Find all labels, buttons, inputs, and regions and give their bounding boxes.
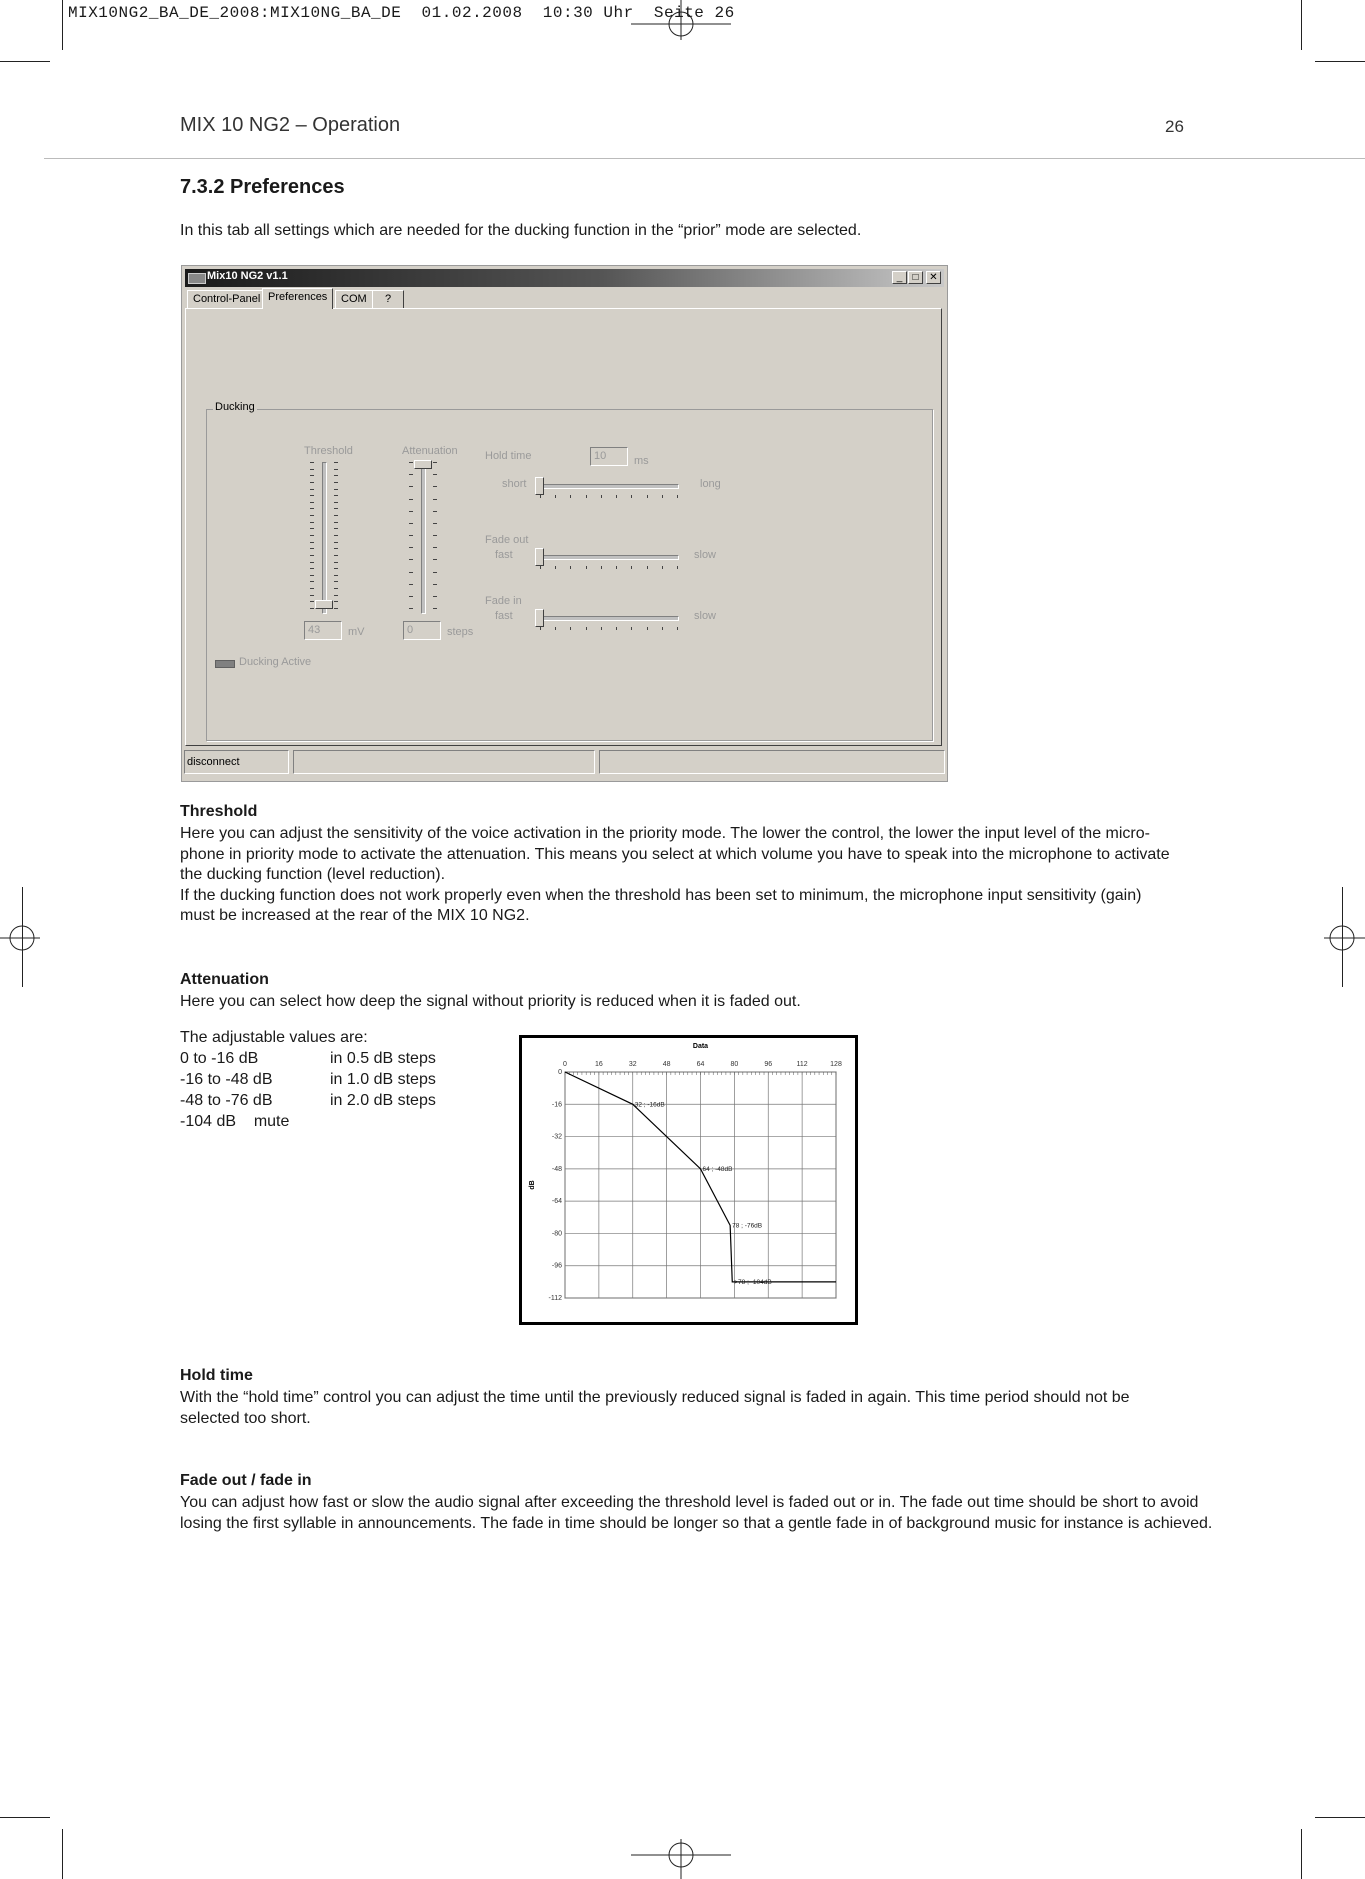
- slider-tick: [433, 584, 437, 585]
- fade-out-max-label: slow: [694, 549, 717, 561]
- slider-tick: [310, 508, 314, 509]
- slider-tick: [616, 566, 617, 569]
- attenuation-label: Attenuation: [402, 445, 458, 457]
- threshold-unit: mV: [348, 626, 365, 638]
- slider-tick: [409, 499, 413, 500]
- slider-tick: [662, 627, 663, 630]
- slider-tick: [677, 566, 678, 569]
- slider-tick: [647, 495, 648, 498]
- slider-thumb: [535, 609, 544, 627]
- x-tick-label: 32: [628, 1061, 637, 1068]
- ducking-active-indicator: [215, 660, 235, 668]
- title-bar: [185, 269, 944, 287]
- y-tick-label: -32: [551, 1133, 562, 1141]
- group-label: Ducking: [215, 401, 255, 413]
- threshold-label: Threshold: [304, 445, 353, 457]
- slider-tick: [433, 474, 437, 475]
- x-tick-label: 96: [764, 1061, 773, 1068]
- slider-tick: [631, 627, 632, 630]
- slider-tick: [334, 588, 338, 589]
- slider-tick: [310, 581, 314, 582]
- x-tick-label: 48: [662, 1061, 671, 1068]
- threshold-heading: Threshold: [180, 803, 258, 820]
- slider-tick: [310, 562, 314, 563]
- slider-tick: [409, 572, 413, 573]
- slider-tick: [334, 575, 338, 576]
- slider-tick: [310, 462, 314, 463]
- slider-tick: [601, 495, 602, 498]
- slider-tick: [616, 495, 617, 498]
- slider-tick: [601, 627, 602, 630]
- slider-tick: [334, 495, 338, 496]
- y-tick-label: -64: [551, 1198, 562, 1206]
- slider-tick: [310, 588, 314, 589]
- tab-com[interactable]: COM: [335, 290, 373, 308]
- data-label: >78 ; -104dB: [734, 1278, 772, 1286]
- slider-tick: [433, 462, 437, 463]
- fade-in-min-label: fast: [495, 610, 513, 622]
- chart-title: Data: [692, 1043, 709, 1050]
- running-header: MIX 10 NG2 – Operation: [180, 114, 401, 136]
- section-intro: In this tab all settings which are needed for the ducking function in the “prior” mode are selected.: [180, 222, 862, 239]
- slider-tick: [586, 627, 587, 630]
- slider-tick: [409, 596, 413, 597]
- x-tick-label: 112: [796, 1061, 808, 1068]
- slider-tick: [310, 502, 314, 503]
- tab-control-panel[interactable]: Control-Panel: [187, 290, 266, 308]
- slider-tick: [586, 566, 587, 569]
- slider-tick: [433, 523, 437, 524]
- fade-in-max-label: slow: [694, 610, 717, 622]
- fade-heading: Fade out / fade in: [180, 1472, 312, 1489]
- slider-tick: [540, 627, 541, 630]
- slider-tick: [409, 474, 413, 475]
- fade-text: You can adjust how fast or slow the audio signal after exceeding the threshold level is faded out or in. The fade out time should be short to avoid losing the first syllable in announcements. The fade in time should be longer so that a gentle fade in of background music for instance is achieved.: [180, 1494, 1213, 1532]
- slider-tick: [409, 486, 413, 487]
- slider-tick: [334, 475, 338, 476]
- ducking-group: [206, 401, 933, 741]
- slider-tick: [310, 469, 314, 470]
- slider-tick: [310, 608, 314, 609]
- values-intro: The adjustable values are:: [180, 1029, 368, 1046]
- slider-tick: [540, 495, 541, 498]
- hold-time-heading: Hold time: [180, 1367, 253, 1384]
- slider-tick: [310, 542, 314, 543]
- attenuation-value-field[interactable]: 0: [403, 621, 441, 640]
- slider-tick: [334, 522, 338, 523]
- hold-time-value-field[interactable]: 10: [590, 447, 628, 466]
- tab-preferences[interactable]: Preferences: [262, 288, 333, 309]
- slider-tick: [334, 482, 338, 483]
- slider-tick: [334, 515, 338, 516]
- hold-time-label: Hold time: [485, 450, 532, 462]
- y-tick-label: -112: [548, 1295, 562, 1302]
- slider-tick: [586, 495, 587, 498]
- status-connection: disconnect: [184, 750, 289, 774]
- slider-tick: [310, 495, 314, 496]
- slider-tick: [310, 575, 314, 576]
- slider-tick: [310, 595, 314, 596]
- slider-tick: [677, 627, 678, 630]
- slider-tick: [334, 568, 338, 569]
- window-title: Mix10 NG2 v1.1: [207, 270, 288, 282]
- slider-tick: [555, 627, 556, 630]
- slider-tick: [647, 566, 648, 569]
- print-slug: MIX10NG2_BA_DE_2008:MIX10NG_BA_DE 01.02.2008 10:30 Uhr Seite 26: [68, 4, 735, 22]
- slider-tick: [677, 495, 678, 498]
- slider-tick: [433, 608, 437, 609]
- slider-tick: [310, 528, 314, 529]
- slider-tick: [334, 548, 338, 549]
- slider-tick: [555, 566, 556, 569]
- slider-tick: [310, 555, 314, 556]
- x-tick-label: 0: [563, 1061, 567, 1068]
- slider-tick: [409, 462, 413, 463]
- threshold-value-field[interactable]: 43: [304, 621, 342, 640]
- slider-tick: [570, 627, 571, 630]
- fade-in-label: Fade in: [485, 595, 522, 607]
- slider-tick: [409, 511, 413, 512]
- slider-tick: [334, 469, 338, 470]
- maximize-button[interactable]: □: [908, 271, 923, 284]
- status-panel-3: [599, 750, 945, 774]
- hold-time-min-label: short: [502, 478, 527, 490]
- slider-tick: [310, 475, 314, 476]
- attenuation-chart: [519, 1035, 858, 1325]
- slider-tick: [540, 566, 541, 569]
- slider-tick: [631, 495, 632, 498]
- slider-tick: [433, 486, 437, 487]
- y-tick-label: -96: [551, 1262, 562, 1270]
- fade-out-label: Fade out: [485, 534, 529, 546]
- slider-tick: [409, 584, 413, 585]
- attenuation-heading: Attenuation: [180, 971, 269, 988]
- slider-tick: [334, 555, 338, 556]
- slider-tick: [433, 596, 437, 597]
- slider-tick: [409, 547, 413, 548]
- slider-tick: [310, 535, 314, 536]
- slider-tick: [662, 495, 663, 498]
- slider-tick: [409, 523, 413, 524]
- slider-tick: [334, 562, 338, 563]
- status-panel-2: [293, 750, 595, 774]
- slider-tick: [310, 489, 314, 490]
- y-tick-label: -80: [551, 1230, 562, 1238]
- slider-tick: [570, 566, 571, 569]
- app-window: [181, 265, 948, 782]
- slider-tick: [555, 495, 556, 498]
- slider-tick: [616, 627, 617, 630]
- slider-tick: [647, 627, 648, 630]
- y-tick-label: -48: [551, 1165, 562, 1173]
- slider-tick: [334, 535, 338, 536]
- fade-out-min-label: fast: [495, 549, 513, 561]
- minimize-button[interactable]: _: [892, 271, 907, 284]
- app-icon: [188, 273, 206, 284]
- x-tick-label: 16: [594, 1061, 603, 1068]
- header-rule: [44, 158, 1365, 159]
- slider-tick: [433, 535, 437, 536]
- slider-tick: [409, 535, 413, 536]
- slider-tick: [334, 595, 338, 596]
- slider-thumb: [535, 477, 544, 495]
- slider-tick: [409, 608, 413, 609]
- slider-tick: [433, 499, 437, 500]
- slider-tick: [334, 542, 338, 543]
- chart-svg: [522, 1038, 855, 1322]
- slider-tick: [334, 528, 338, 529]
- slider-tick: [433, 547, 437, 548]
- data-label: 78 ; -76dB: [732, 1222, 763, 1230]
- tab-help[interactable]: ?: [372, 290, 404, 308]
- x-tick-label: 80: [730, 1061, 739, 1068]
- y-tick-label: -16: [551, 1101, 562, 1109]
- status-bar: [184, 750, 945, 776]
- slider-tick: [433, 572, 437, 573]
- slider-tick: [662, 566, 663, 569]
- slider-tick: [601, 566, 602, 569]
- y-axis-label: dB: [529, 1180, 536, 1190]
- hold-time-max-label: long: [700, 478, 721, 490]
- data-label: 32 ; -16dB: [634, 1101, 665, 1109]
- hold-time-unit: ms: [634, 455, 649, 467]
- attenuation-unit: steps: [447, 626, 474, 638]
- slider-tick: [631, 566, 632, 569]
- slider-tick: [433, 511, 437, 512]
- slider-tick: [334, 608, 338, 609]
- y-tick-label: 0: [558, 1069, 562, 1076]
- threshold-text: Here you can adjust the sensitivity of the voice activation in the priority mode. The lower the control, the lower the input level of the micro- phone in priority mode to activate the attenuation. This means you select at which volume you have to speak into the microphone to activate the ducking function (level reduction). If the ducking function does not work properly even when the threshold has been set to minimum, the microphone input sensitivity (gain) must be increased at the rear of the MIX 10 NG2.: [180, 825, 1170, 924]
- close-button[interactable]: ✕: [926, 271, 941, 284]
- attenuation-text: Here you can select how deep the signal without priority is reduced when it is faded out.: [180, 993, 801, 1010]
- slider-tick: [334, 508, 338, 509]
- slider-tick: [334, 502, 338, 503]
- section-heading: 7.3.2 Preferences: [180, 176, 345, 198]
- page-number: 26: [1165, 117, 1184, 136]
- slider-tick: [310, 548, 314, 549]
- hold-time-text: With the “hold time” control you can adjust the time until the previously reduced signal is faded in again. This time period should not be selected too short.: [180, 1389, 1130, 1427]
- slider-tick: [310, 482, 314, 483]
- slider-tick: [334, 601, 338, 602]
- ducking-active-label: Ducking Active: [239, 656, 312, 668]
- slider-tick: [334, 462, 338, 463]
- slider-tick: [570, 495, 571, 498]
- slider-tick: [334, 489, 338, 490]
- slider-tick: [310, 515, 314, 516]
- x-tick-label: 64: [696, 1061, 705, 1068]
- slider-tick: [433, 559, 437, 560]
- x-tick-label: 128: [830, 1061, 842, 1068]
- slider-tick: [310, 522, 314, 523]
- data-label: 64 ; -48dB: [702, 1165, 733, 1173]
- slider-tick: [310, 568, 314, 569]
- slider-tick: [409, 559, 413, 560]
- slider-thumb: [535, 548, 544, 566]
- slider-tick: [310, 601, 314, 602]
- tab-panel: [185, 308, 942, 746]
- slider-tick: [334, 581, 338, 582]
